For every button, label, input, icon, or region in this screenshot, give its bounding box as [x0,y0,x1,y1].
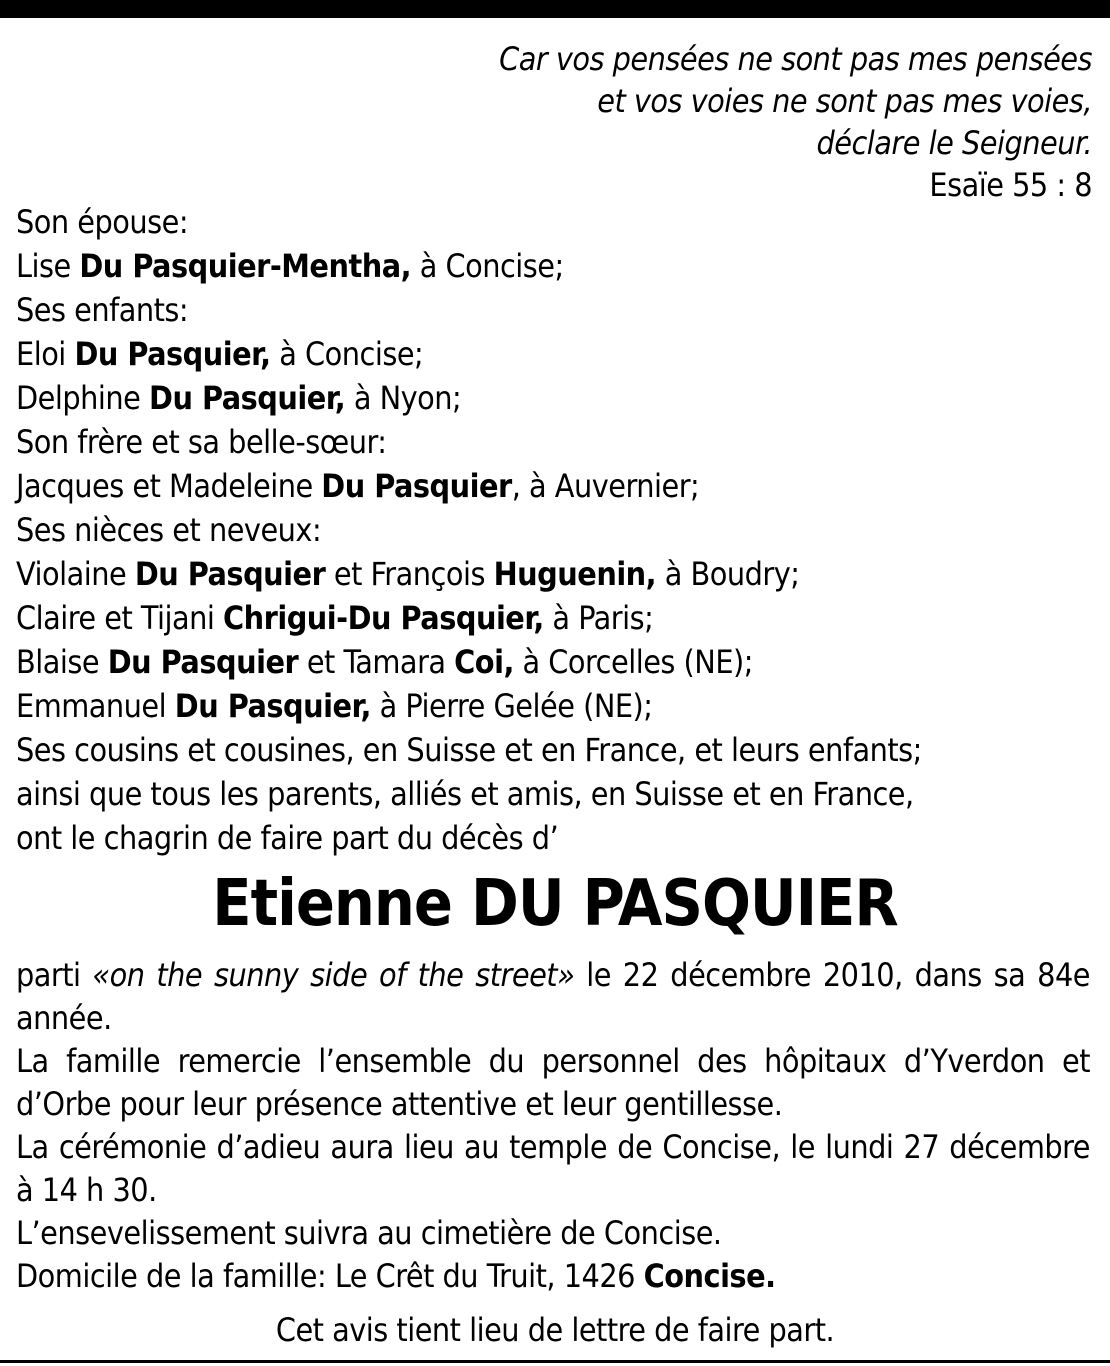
surname: Du Pasquier [107,643,299,681]
child-line: Delphine Du Pasquier, à Nyon; [16,379,462,417]
quote-line-2: et vos voies ne sont pas mes voies, [597,82,1092,120]
nephew-line: Claire et Tijani Chrigui-Du Pasquier, à Paris; [16,599,654,637]
bottom-border [0,1360,1110,1363]
surname: Chrigui-Du Pasquier, [223,599,544,637]
scripture-quote [499,38,1092,206]
nephew-line: Emmanuel Du Pasquier, à Pierre Gelée (NE); [16,687,653,725]
surname: Huguenin, [493,555,657,593]
burial-paragraph: L’ensevelissement suivra au cimetière de Concise. [16,1214,722,1252]
cousins-line: Ses cousins et cousines, en Suisse et en France, et leurs enfants; [16,731,922,769]
notice-details [16,954,1090,1298]
surname: Du Pasquier [321,467,512,505]
domicile-paragraph: Domicile de la famille: Le Crêt du Truit, 1426 Concise. [16,1257,776,1295]
quote-line-3: déclare le Seigneur. [816,124,1092,162]
domicile-town: Concise. [643,1257,776,1295]
surname: Du Pasquier, [74,335,271,373]
relatives-line: ainsi que tous les parents, alliés et amis, en Suisse et en France, [16,775,914,813]
deceased-name: Etienne DU PASQUIER [212,867,898,941]
spouse-line: Lise Du Pasquier-Mentha, à Concise; [16,247,564,285]
quote-line-1: Car vos pensées ne sont pas mes pensées [499,40,1092,78]
nephew-line: Violaine Du Pasquier et François Huguenin, à Boudry; [16,555,800,593]
surname: Du Pasquier [134,555,326,593]
spouse-heading: Son épouse: [16,203,189,241]
ceremony-paragraph: La cérémonie d’adieu aura lieu au temple de Concise, le lundi 27 décembre à 14 h 30. [16,1128,1090,1209]
children-heading: Ses enfants: [16,291,189,329]
surname: Du Pasquier, [149,379,346,417]
quote-reference: Esaïe 55 : 8 [929,166,1092,204]
nephews-heading: Ses nièces et neveux: [16,511,322,549]
surname: Du Pasquier-Mentha, [79,247,412,285]
top-border [0,0,1110,18]
surname: Du Pasquier, [174,687,371,725]
departed-quote: «on the sunny side of the street» [92,956,575,994]
announcement-line: ont le chagrin de faire part du décès d’ [16,819,559,857]
nephew-line: Blaise Du Pasquier et Tamara Coi, à Corcelles (NE); [16,643,753,681]
surname: Coi, [454,643,514,681]
thanks-paragraph: La famille remercie l’ensemble du personnel des hôpitaux d’Yverdon et d’Orbe pour leur présence attentive et leur gentillesse. [16,1042,1090,1123]
sibling-line: Jacques et Madeleine Du Pasquier, à Auvernier; [16,467,700,505]
departed-paragraph: parti «on the sunny side of the street» le 22 décembre 2010, dans sa 84e année. [16,956,1091,1037]
sibling-heading: Son frère et sa belle-sœur: [16,423,387,461]
child-line: Eloi Du Pasquier, à Concise; [16,335,424,373]
footer-note: Cet avis tient lieu de lettre de faire part. [275,1311,835,1349]
family-list [16,200,1096,860]
